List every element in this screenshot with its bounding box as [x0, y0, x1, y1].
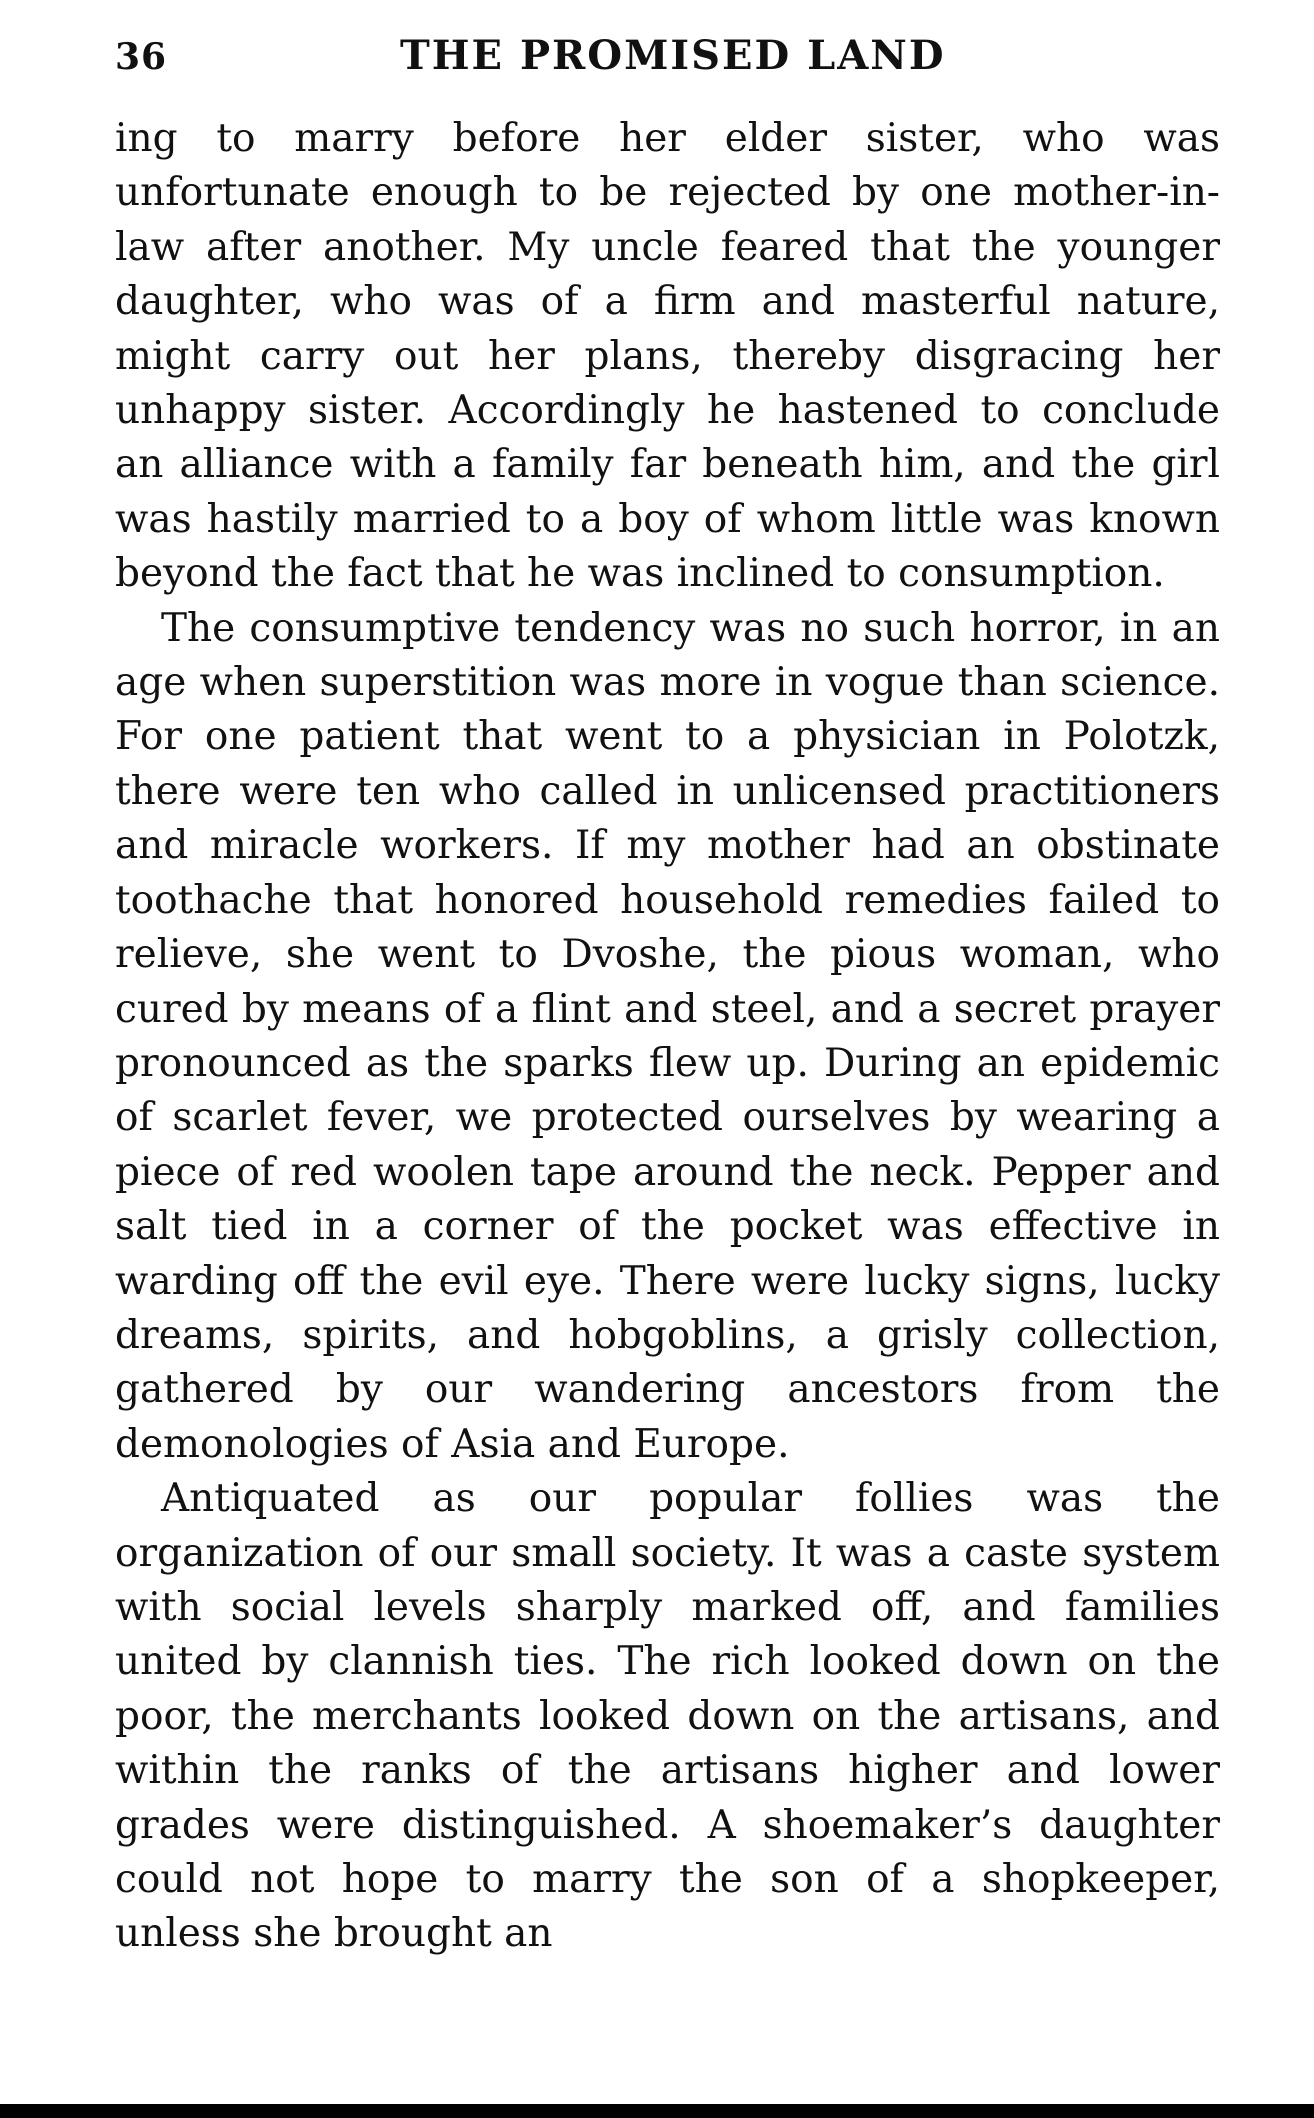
- paragraph-superstition: The consumptive tendency was no such horror, in an age when superstition was more in vogue than science. For one patient that went to a physician in Polotzk, there were ten who called in unlicensed practitioners and miracle workers. If my mother had an obstinate toothache that honored household remedies failed to relieve, she went to Dvoshe, the pious woman, who cured by means of a flint and steel, and a secret prayer pronounced as the sparks flew up. During an epidemic of scarlet fever, we protected ourselves by wearing a piece of red woolen tape around the neck. Pepper and salt tied in a corner of the pocket was effective in warding off the evil eye. There were lucky signs, lucky dreams, spirits, and hobgoblins, a grisly collection, gathered by our wandering ancestors from the demonologies of Asia and Europe.: [115, 605, 1220, 1467]
- page-header: [115, 28, 1215, 88]
- body-text: [115, 112, 1220, 1962]
- paragraph-caste-system: Antiquated as our popular follies was the organization of our small society. It was a caste system with social levels sharply marked off, and families united by clannish ties. The rich looked down on the poor, the merchants looked down on the artisans, and within the ranks of the artisans higher and lower grades were distinguished. A shoemaker’s daughter could not hope to marry the son of a shopkeeper, unless she brought an: [115, 1476, 1220, 1957]
- page-number: 36: [115, 36, 168, 78]
- bottom-border-rule: [0, 2104, 1314, 2118]
- paragraph-continued: ing to marry before her elder sister, who was unfortunate enough to be rejected by one mother-in-law after another. My uncle feared that the younger daughter, who was of a firm and masterful nature, might carry out her plans, thereby disgracing her unhappy sister. Accordingly he hastened to conclude an alliance with a family far beneath him, and the girl was hastily married to a boy of whom little was known beyond the fact that he was inclined to consumption.: [115, 116, 1220, 597]
- running-title: THE PROMISED LAND: [400, 32, 946, 79]
